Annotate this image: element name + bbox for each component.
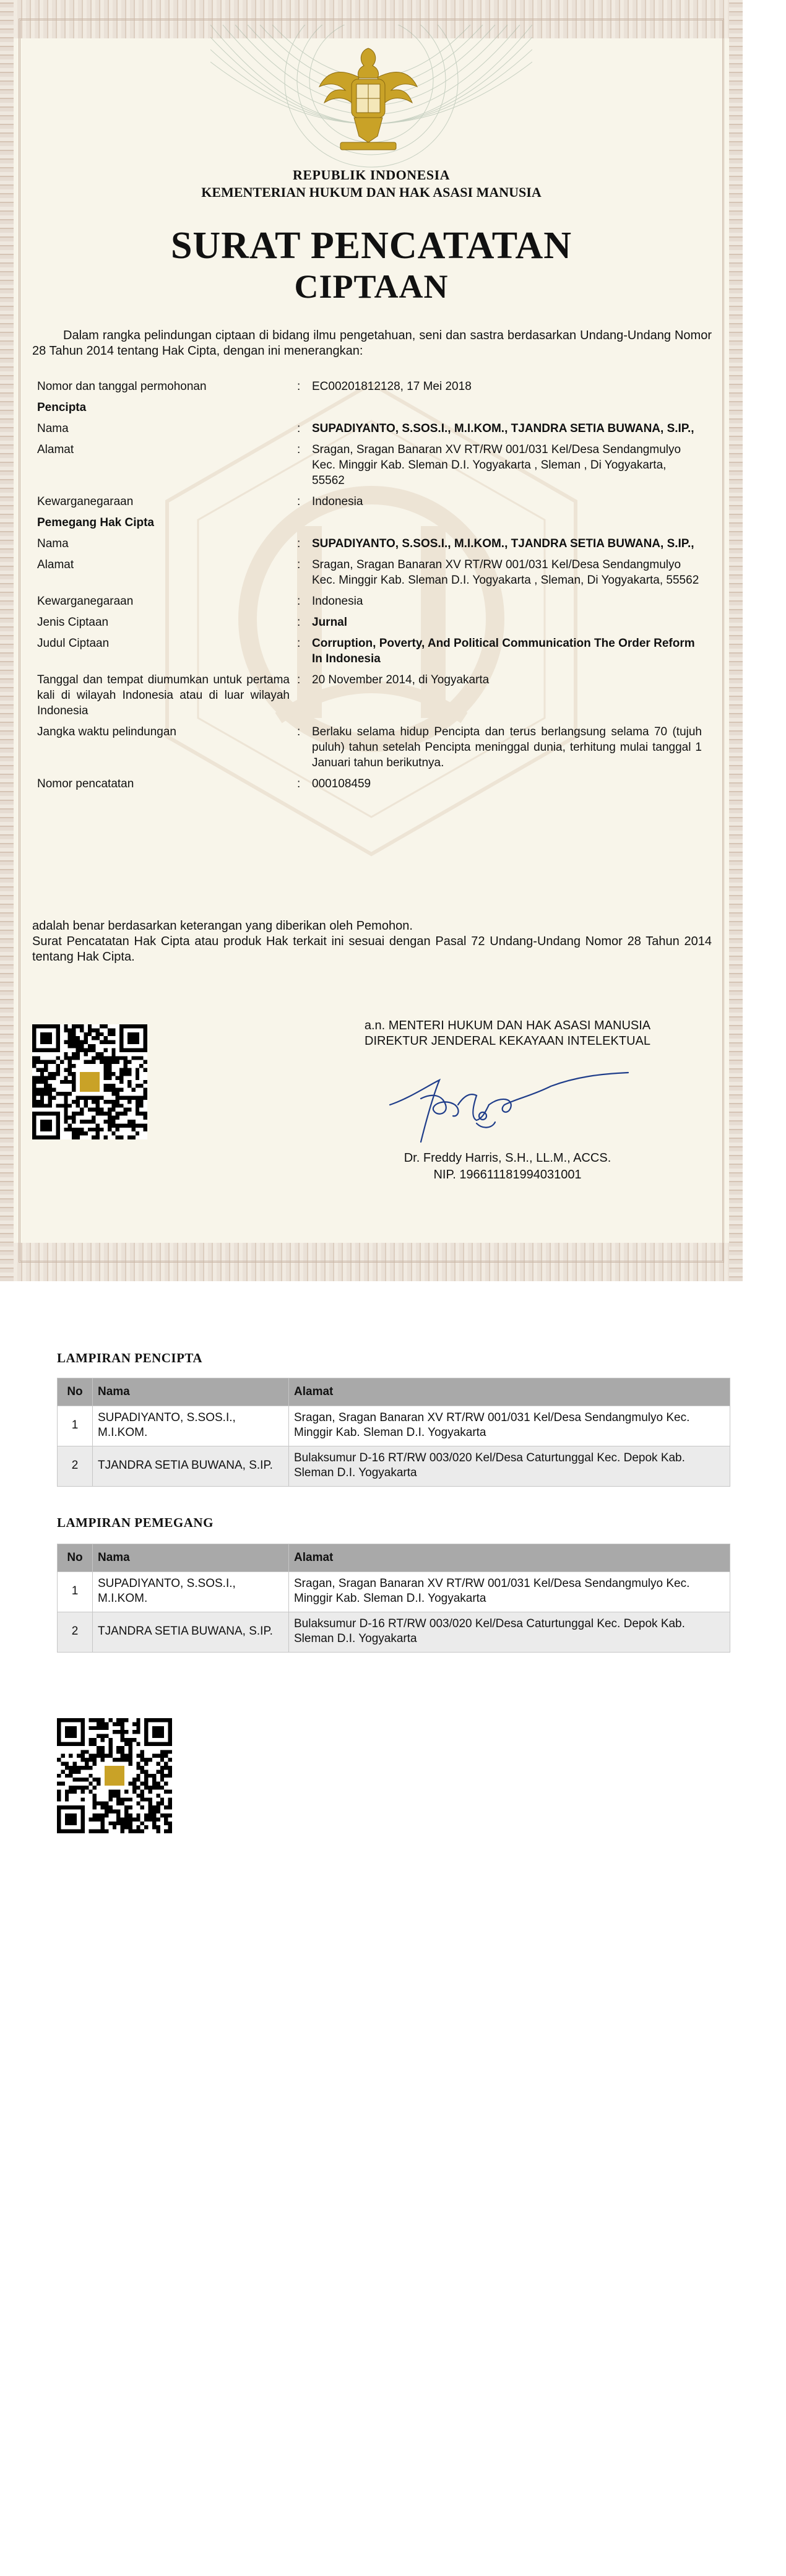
cell-address: Sragan, Sragan Banaran XV RT/RW 001/031 Kel/Desa Sendangmulyo Kec. Minggir Kab. Sleman D.I. Yogyakarta: [289, 1406, 730, 1446]
section-heading: Pemegang Hak Cipta: [37, 516, 154, 529]
cell-address: Bulaksumur D-16 RT/RW 003/020 Kel/Desa Caturtunggal Kec. Depok Kab. Sleman D.I. Yogyakarta: [289, 1446, 730, 1487]
field-creator-address: [37, 442, 706, 488]
field-colon: :: [297, 537, 301, 550]
cell-no: 2: [58, 1446, 93, 1487]
field-label: Jangka waktu pelindungan: [37, 725, 177, 738]
column-header-address: Alamat: [289, 1378, 730, 1406]
cell-no: 1: [58, 1406, 93, 1446]
field-label: Nama: [37, 422, 69, 435]
field-protection: [37, 724, 706, 771]
cell-no: 1: [58, 1572, 93, 1612]
column-header-name: Nama: [93, 1378, 289, 1406]
field-value: Jurnal: [312, 616, 348, 629]
cell-name: SUPADIYANTO, S.SOS.I., M.I.KOM.: [93, 1572, 289, 1612]
field-value: Berlaku selama hidup Pencipta dan terus berlangsung selama 70 (tujuh puluh) tahun setelah Pencipta meninggal dunia, terhitung mulai tanggal 1 Januari tahun berikutnya.: [312, 725, 702, 769]
cell-name: SUPADIYANTO, S.SOS.I., M.I.KOM.: [93, 1406, 289, 1446]
signer-nip: NIP. 196611181994031001: [433, 1168, 582, 1182]
field-holder-citizenship: [37, 594, 706, 609]
cell-no: 2: [58, 1612, 93, 1653]
table-row: [58, 1446, 730, 1487]
field-publication: [37, 672, 706, 719]
field-colon: :: [297, 673, 301, 686]
field-value: SUPADIYANTO, S.SOS.I., M.I.KOM., TJANDRA SETIA BUWANA, S.IP.,: [312, 537, 694, 550]
field-label: Alamat: [37, 558, 74, 571]
field-application: [37, 379, 706, 394]
field-colon: :: [297, 443, 301, 456]
cell-address: Sragan, Sragan Banaran XV RT/RW 001/031 Kel/Desa Sendangmulyo Kec. Minggir Kab. Sleman D.I. Yogyakarta: [289, 1572, 730, 1612]
cell-name: TJANDRA SETIA BUWANA, S.IP.: [93, 1612, 289, 1653]
intro-paragraph: Dalam rangka pelindungan ciptaan di bidang ilmu pengetahuan, seni dan sastra berdasarkan Undang-Undang Nomor 28 Tahun 2014 tentang Hak Cipta, dengan ini menerangkan:: [32, 329, 712, 358]
field-value: Sragan, Sragan Banaran XV RT/RW 001/031 Kel/Desa Sendangmulyo Kec. Minggir Kab. Sleman D.I. Yogyakarta , Sleman, Di Yogyakarta, 55562: [312, 558, 699, 587]
column-header-no: No: [58, 1544, 93, 1572]
creators-attachment-title: LAMPIRAN PENCIPTA: [57, 1351, 203, 1365]
field-value: Corruption, Poverty, And Political Communication The Order Reform In Indonesia: [312, 637, 695, 665]
field-label: Nama: [37, 537, 69, 550]
field-colon: :: [297, 495, 301, 508]
handwritten-signature-icon: [384, 1061, 631, 1148]
holders-attachment-title: LAMPIRAN PEMEGANG: [57, 1515, 214, 1530]
signature-on-behalf: a.n. MENTERI HUKUM DAN HAK ASASI MANUSIA: [364, 1019, 651, 1032]
column-header-name: Nama: [93, 1544, 289, 1572]
column-header-no: No: [58, 1378, 93, 1406]
field-colon: :: [297, 422, 301, 435]
closing-paragraph: [32, 918, 712, 965]
field-value: SUPADIYANTO, S.SOS.I., M.I.KOM., TJANDRA SETIA BUWANA, S.IP.,: [312, 422, 694, 435]
field-colon: :: [297, 637, 301, 650]
field-value: 20 November 2014, di Yogyakarta: [312, 673, 490, 686]
header-republic: REPUBLIK INDONESIA: [292, 167, 451, 183]
closing-line-2: Surat Pencatatan Hak Cipta atau produk Hak terkait ini sesuai dengan Pasal 72 Undang-Undang Nomor 28 Tahun 2014 tentang Hak Cipta.: [32, 935, 712, 964]
field-value: 000108459: [312, 777, 371, 790]
field-work-title: [37, 636, 706, 667]
signer-block: [322, 1150, 693, 1183]
field-holder-address: [37, 557, 706, 588]
field-label: Judul Ciptaan: [37, 637, 110, 650]
field-value: Indonesia: [312, 495, 363, 508]
field-colon: :: [297, 725, 301, 738]
document-title: SURAT PENCATATAN: [170, 225, 572, 267]
field-colon: :: [297, 558, 301, 571]
field-label: Kewarganegaraan: [37, 595, 134, 608]
table-row: [58, 1572, 730, 1612]
field-label: Tanggal dan tempat diumumkan untuk pertama kali di wilayah Indonesia atau di luar wilayah Indonesia: [37, 673, 290, 717]
signature-block: [322, 1018, 693, 1049]
column-header-address: Alamat: [289, 1544, 730, 1572]
field-colon: :: [297, 595, 301, 608]
signer-name: Dr. Freddy Harris, S.H., LL.M., ACCS.: [404, 1151, 611, 1165]
field-creator-name: [37, 421, 706, 436]
section-heading: Pencipta: [37, 401, 87, 414]
field-work-type: [37, 615, 706, 630]
section-creator: [37, 400, 706, 415]
cell-name: TJANDRA SETIA BUWANA, S.IP.: [93, 1446, 289, 1487]
field-label: Nomor pencatatan: [37, 777, 134, 790]
field-label: Nomor dan tanggal permohonan: [37, 380, 207, 393]
section-holder: [37, 515, 706, 530]
field-label: Alamat: [37, 443, 74, 456]
closing-line-1: adalah benar berdasarkan keterangan yang diberikan oleh Pemohon.: [32, 919, 413, 933]
field-colon: :: [297, 777, 301, 790]
garuda-emblem-icon: [316, 43, 421, 155]
field-holder-name: [37, 536, 706, 551]
qr-code-icon: [57, 1718, 172, 1833]
document-subtitle: CIPTAAN: [294, 268, 449, 305]
creators-table: [57, 1378, 730, 1487]
field-creator-citizenship: [37, 494, 706, 509]
fields-block: [37, 379, 706, 797]
table-row: [58, 1612, 730, 1653]
field-colon: :: [297, 380, 301, 393]
table-row: [58, 1406, 730, 1446]
signature-position: DIREKTUR JENDERAL KEKAYAAN INTELEKTUAL: [365, 1034, 650, 1048]
table-header-row: [58, 1544, 730, 1572]
holders-table: [57, 1544, 730, 1653]
field-value: Indonesia: [312, 595, 363, 608]
table-header-row: [58, 1378, 730, 1406]
field-colon: :: [297, 616, 301, 629]
field-value: EC00201812128, 17 Mei 2018: [312, 380, 472, 393]
cell-address: Bulaksumur D-16 RT/RW 003/020 Kel/Desa Caturtunggal Kec. Depok Kab. Sleman D.I. Yogyakarta: [289, 1612, 730, 1653]
field-value: Sragan, Sragan Banaran XV RT/RW 001/031 Kel/Desa Sendangmulyo Kec. Minggir Kab. Sleman D.I. Yogyakarta , Sleman , Di Yogyakarta, 55562: [312, 443, 681, 487]
field-label: Kewarganegaraan: [37, 495, 134, 508]
qr-code-icon: [32, 1024, 147, 1139]
field-record-number: [37, 776, 706, 792]
certificate-page: [0, 0, 743, 1281]
header-ministry: KEMENTERIAN HUKUM DAN HAK ASASI MANUSIA: [201, 184, 542, 200]
field-label: Jenis Ciptaan: [37, 616, 109, 629]
